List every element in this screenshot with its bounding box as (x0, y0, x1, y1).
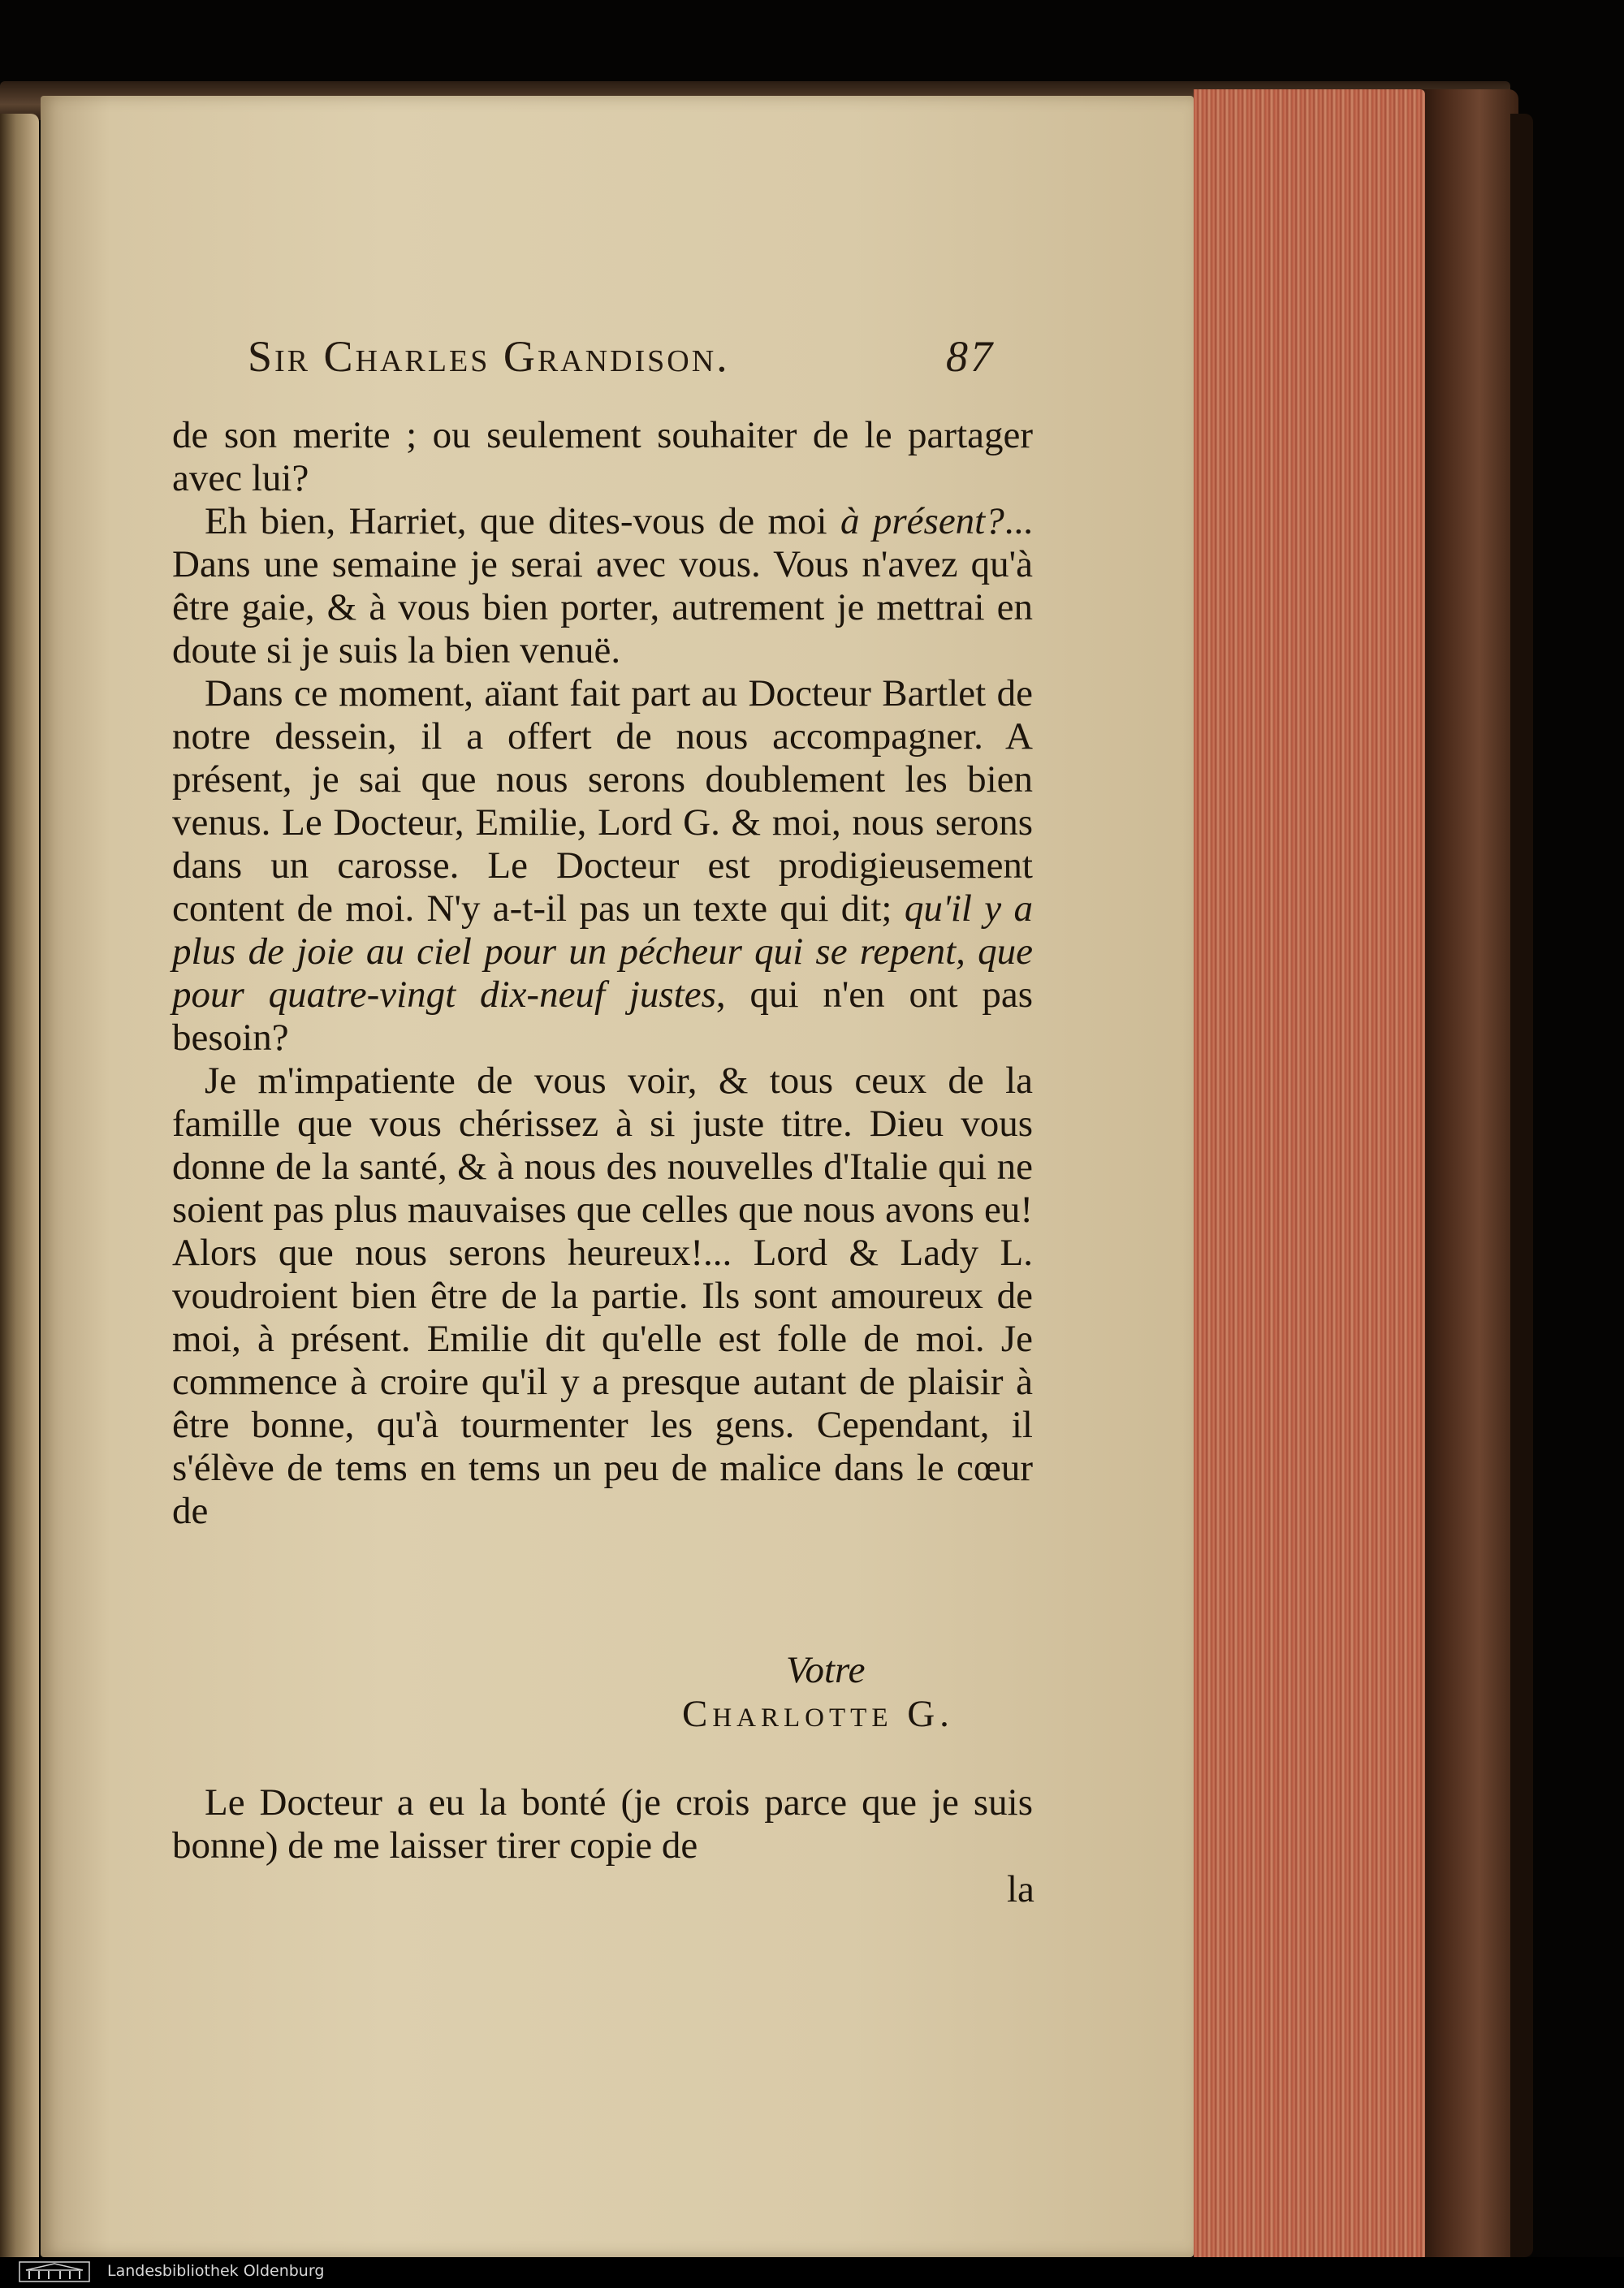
footer-label: Landesbibliothek Oldenburg (107, 2262, 325, 2280)
book-cover-right (1421, 89, 1518, 2273)
book-page (41, 96, 1194, 2257)
footer-bar (0, 2257, 1624, 2288)
paragraph-2 (172, 500, 1033, 672)
paragraph-1: de son merite ; ou seulement souhaiter de le partager avec lui? (172, 414, 1033, 499)
paragraph-3 (172, 672, 1033, 1060)
paragraph-4: Je m'impatiente de vous voir, & tous ceux de la famille que vous chérissez à si juste titre. Dieu vous donne de la santé, & à nous des nouvelles d'Italie qui ne soient pas plus mauvaises que celles que nous avons eu! Alors que nous serons heureux!... Lord & Lady L. voudroient bien être de la partie. Ils sont amoureux de moi, à présent. Emilie dit qu'elle est folle de moi. Je commence à croire qu'il y a presque autant de plaisir à être bonne, qu'à tourmenter les gens. Cependant, il s'élève de tems en tems un peu de malice dans le cœur de (172, 1060, 1033, 1532)
page-number: 87 (946, 332, 995, 381)
library-building-icon (18, 2260, 91, 2283)
body-text (172, 414, 1033, 1533)
catchword: la (1007, 1868, 1034, 1910)
paragraph-3-text-b: , qui n'en ont pas besoin? (172, 973, 1033, 1059)
closing-signature: Charlotte G. (682, 1693, 954, 1735)
postscript-text: Le Docteur a eu la bonté (je crois parce que je suis bonne) de me laisser tirer copie de (172, 1781, 1033, 1867)
paragraph-2-italic: à présent? (840, 500, 1004, 542)
paragraph-3-italic: qu'il y a plus de joie au ciel pour un pécheur qui se repent, que pour quatre-vingt dix-neuf justes (172, 887, 1033, 1016)
left-page-edge (0, 114, 39, 2265)
paragraph-2-text-a: Eh bien, Harriet, que dites-vous de moi (205, 500, 840, 542)
book-cover-spine (1510, 114, 1533, 2257)
paragraph-3-text-a: Dans ce moment, aïant fait part au Docteur Bartlet de notre dessein, il a offert de nous accompagner. A présent, je sai que nous serons doublement les bien venus. Le Docteur, Emilie, Lord G. & moi, nous serons dans un carosse. Le Docteur est prodigieusement content de moi. N'y a-t-il pas un texte qui dit; (172, 672, 1033, 930)
page-edges-gilt (1194, 89, 1425, 2261)
running-title: Sir Charles Grandison. (248, 332, 730, 381)
paragraph-2-text-b: ... Dans une semaine je serai avec vous. Vous n'avez qu'à être gaie, & à vous bien porter, autrement je mettrai en doute si je suis la bien venuë. (172, 500, 1033, 671)
postscript (172, 1781, 1033, 1867)
closing-votre: Votre (786, 1649, 866, 1691)
